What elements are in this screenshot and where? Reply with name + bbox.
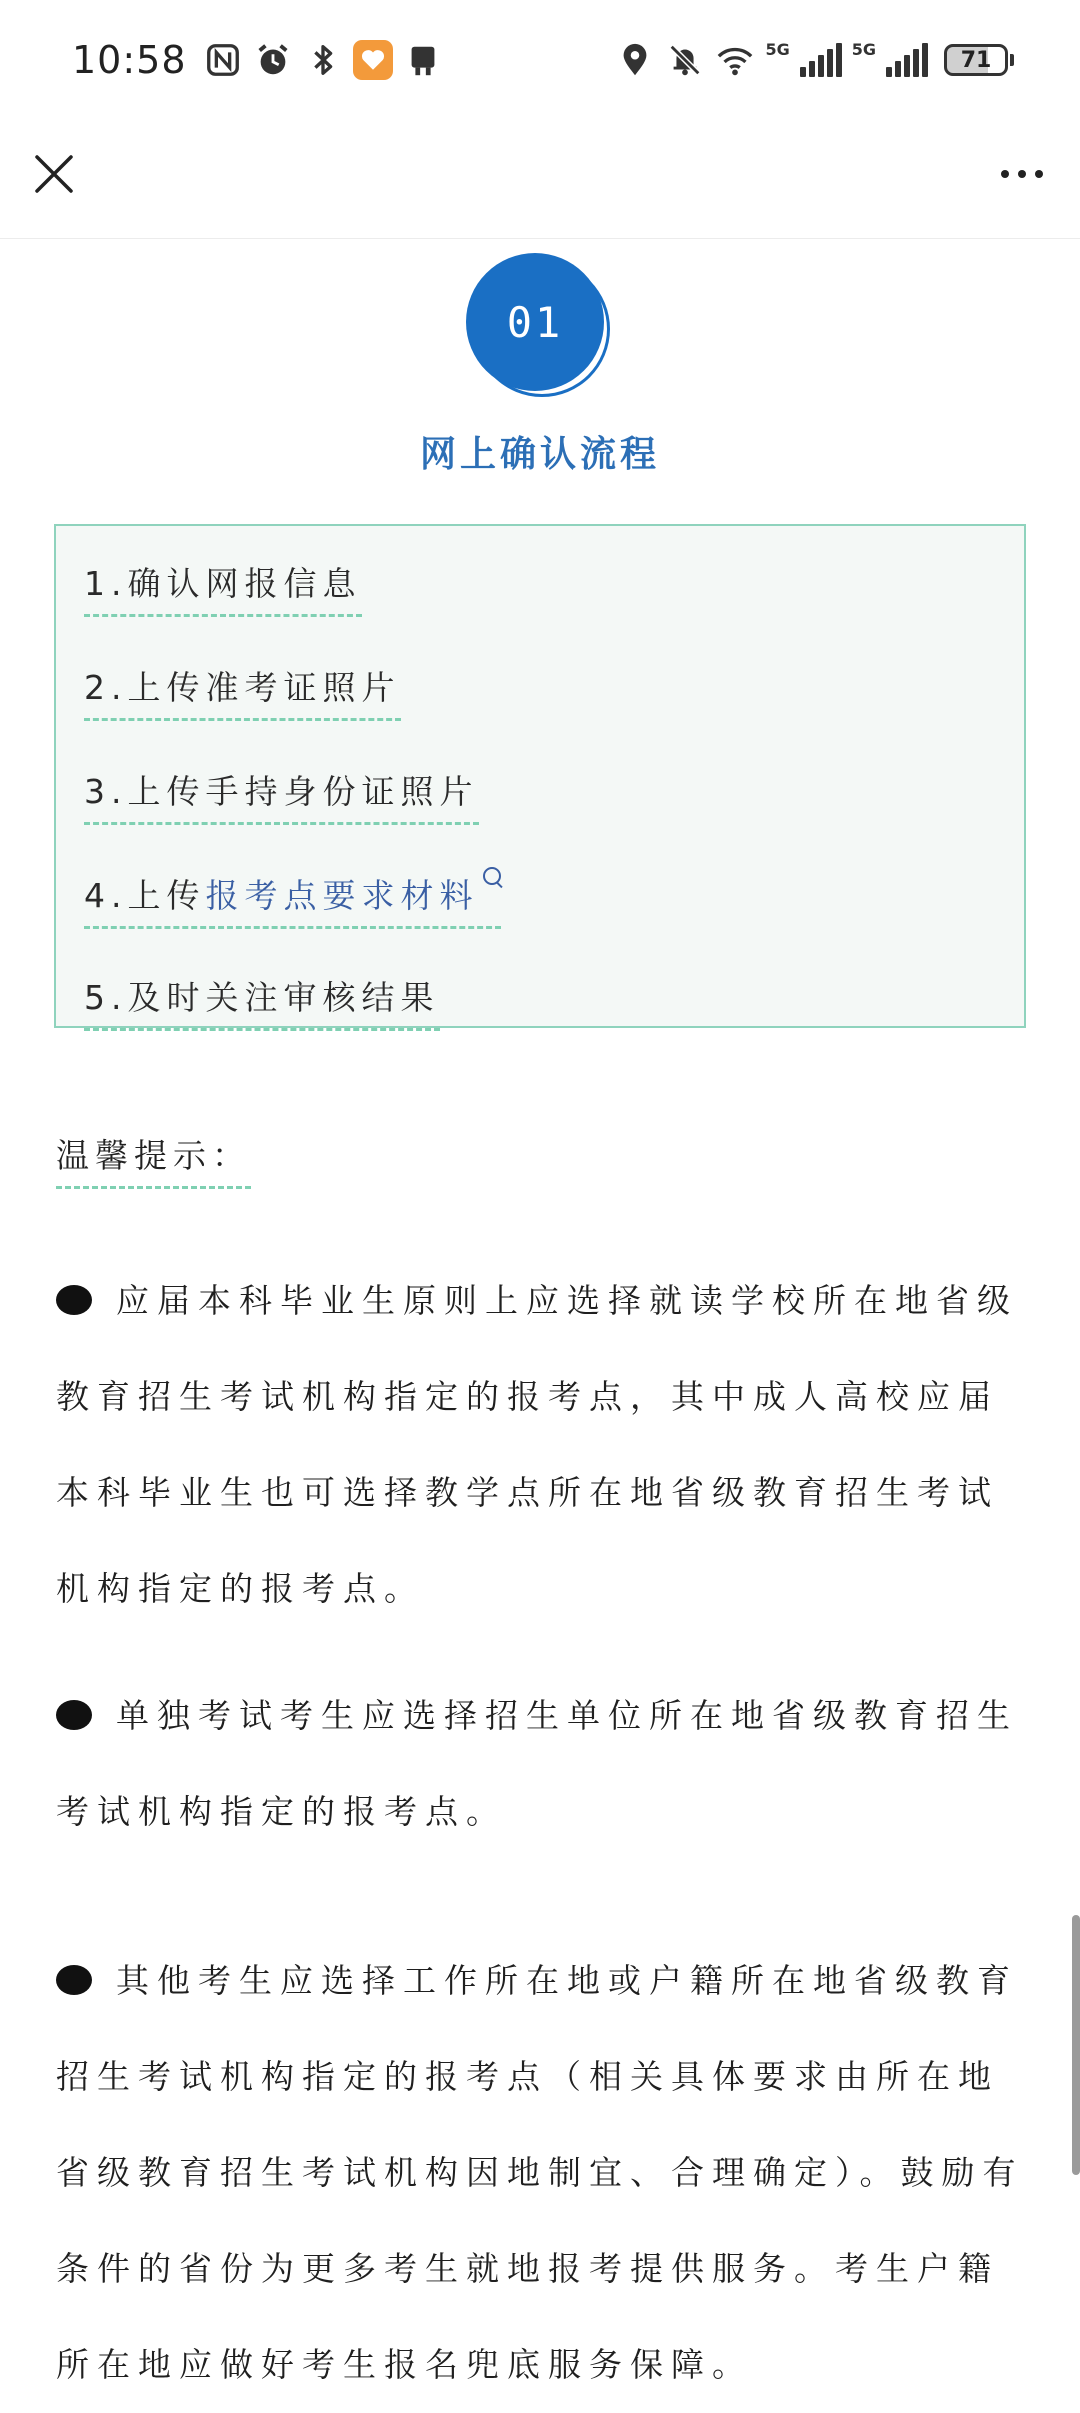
bullet-icon [56,1965,92,1995]
required-materials-link[interactable]: 报考点要求材料 [205,876,479,915]
step-item-1: 1.确认网报信息 [84,564,362,617]
close-icon [34,154,74,194]
battery-level: 71 [944,44,1008,76]
search-icon[interactable] [483,867,501,885]
app-header [0,120,1080,239]
step-item-4-prefix: 4.上传 [84,876,206,915]
tip-paragraph-1-text: 应届本科毕业生原则上应选择就读学校所在地省级教育招生考试机构指定的报考点，其中成人高校应届本科毕业生也可选择教学点所在地省级教育招生考试机构指定的报考点。 [56,1281,1018,1608]
status-bar [0,0,1080,120]
more-dot-icon [1018,170,1026,178]
status-left [72,38,443,82]
section-number: 01 [466,253,604,391]
location-icon [615,40,655,80]
mute-icon [665,40,705,80]
signal-bars-2-icon [886,43,928,77]
wifi-icon [715,40,755,80]
tips-title: 温馨提示： [56,1136,251,1189]
section-number-badge [466,253,614,401]
step-item-3: 3.上传手持身份证照片 [84,772,479,825]
cast-icon [403,40,443,80]
bullet-icon [56,1285,92,1315]
more-dot-icon [1035,170,1043,178]
network-5g-label-2: 5G [851,40,876,59]
step-item-4 [84,876,501,929]
scrollbar[interactable] [1072,1915,1080,2175]
battery-icon [944,44,1014,76]
more-dot-icon [1001,170,1009,178]
section-title: 网上确认流程 [419,434,660,475]
tip-paragraph-2-text: 单独考试考生应选择招生单位所在地省级教育招生考试机构指定的报考点。 [56,1696,1018,1831]
step-item-5: 5.及时关注审核结果 [84,978,440,1031]
signal-bars-1-icon [800,43,842,77]
step-item-2: 2.上传准考证照片 [84,668,401,721]
tip-paragraph-2 [56,1668,1026,1860]
health-app-icon [353,40,393,80]
close-button[interactable] [26,146,82,202]
more-options-button[interactable] [982,146,1062,202]
tip-paragraph-3 [56,1933,1026,2413]
steps-box [54,524,1026,1028]
network-5g-label-1: 5G [765,40,790,59]
nfc-icon [203,40,243,80]
alarm-icon [253,40,293,80]
status-time: 10:58 [72,38,187,82]
bluetooth-icon [303,40,343,80]
tip-paragraph-3-text: 其他考生应选择工作所在地或户籍所在地省级教育招生考试机构指定的报考点（相关具体要求由所在地省级教育招生考试机构因地制宜、合理确定）。鼓励有条件的省份为更多考生就地报考提供服务。考生户籍所在地应做好考生报名兜底服务保障。 [56,1961,1024,2384]
tip-paragraph-1 [56,1253,1026,1637]
status-right [615,40,1014,80]
bullet-icon [56,1700,92,1730]
